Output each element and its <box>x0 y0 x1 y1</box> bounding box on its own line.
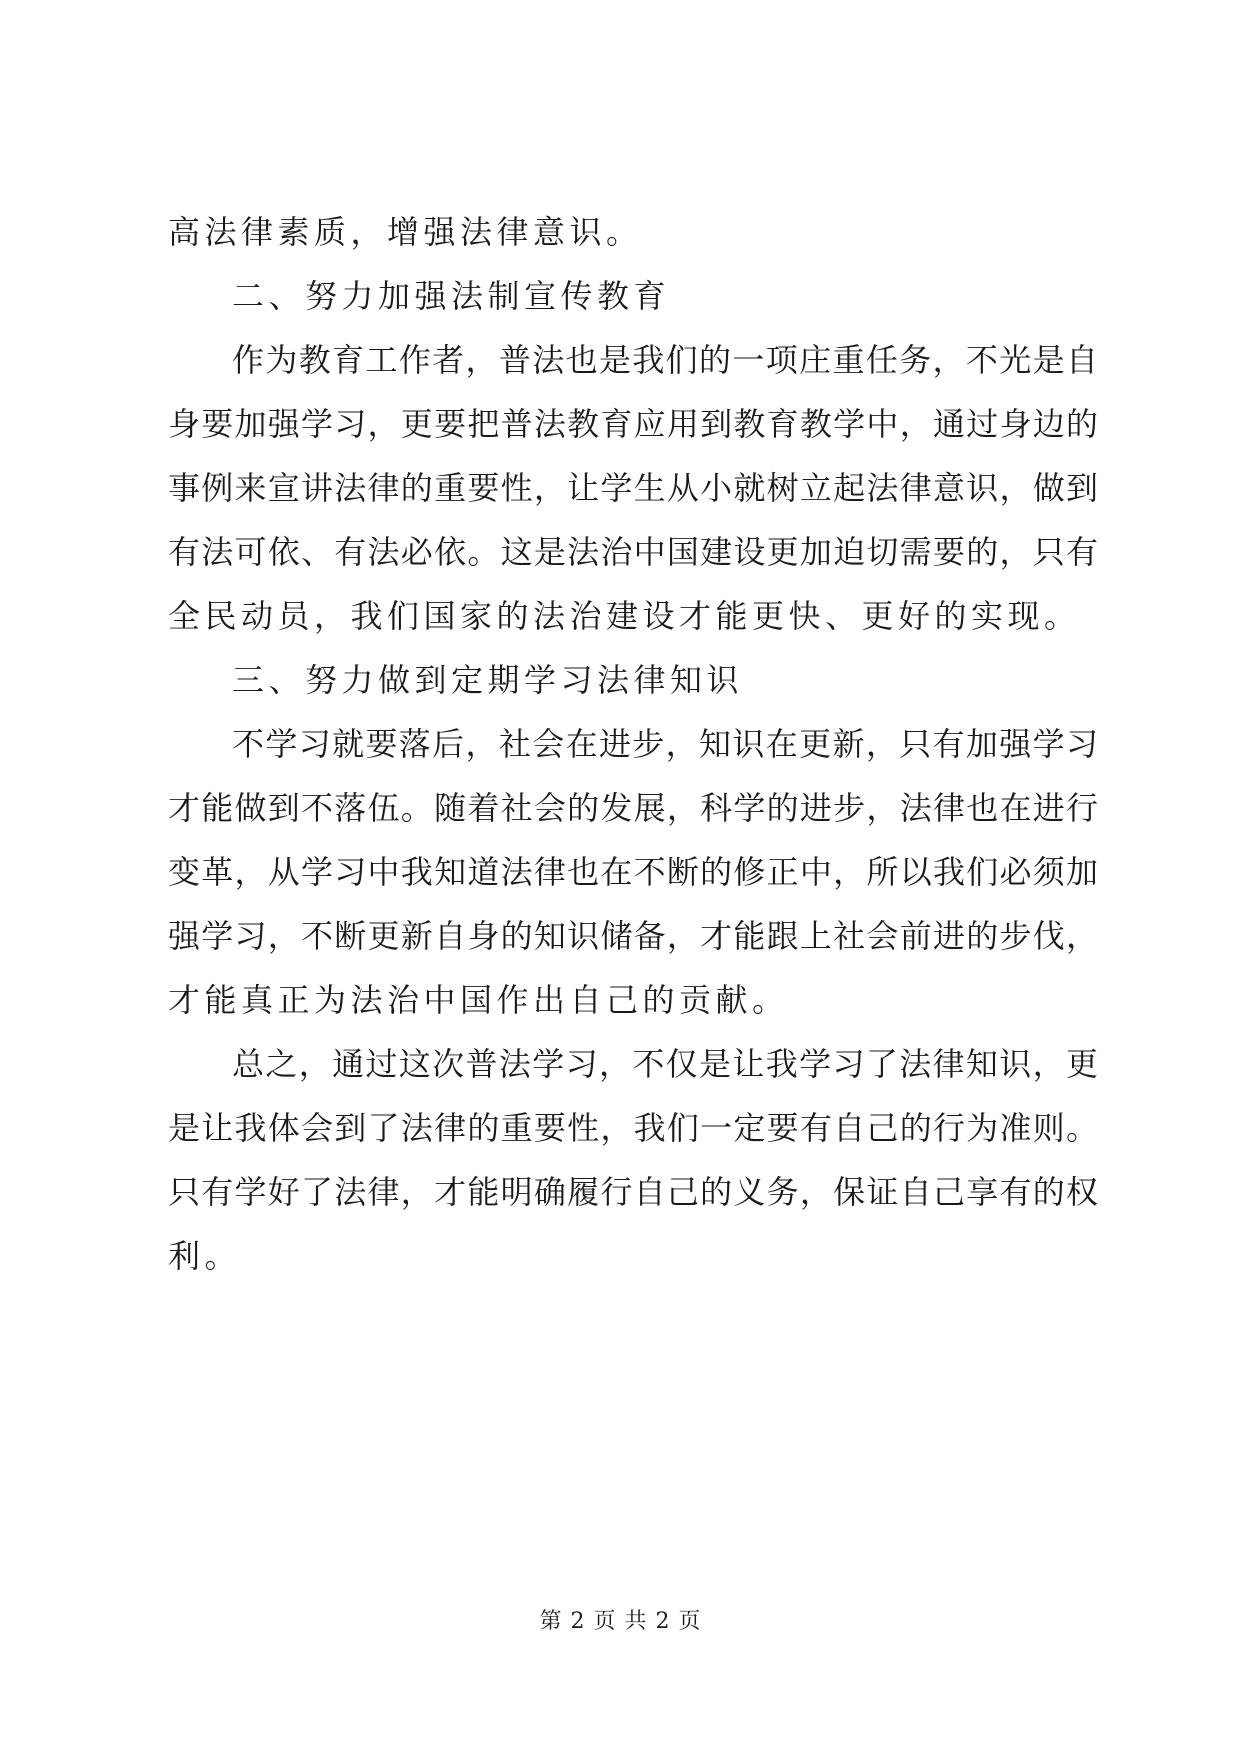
paragraph-line: 总之，通过这次普法学习，不仅是让我学习了法律知识，更 <box>232 1045 1098 1083</box>
paragraph-line: 身要加强学习，更要把普法教育应用到教育教学中，通过身边的 <box>168 405 1098 443</box>
paragraph-line: 才能真正为法治中国作出自己的贡献。 <box>168 981 789 1019</box>
paragraph-line: 利。 <box>168 1237 242 1275</box>
section-heading: 二、努力加强法制宣传教育 <box>232 277 671 315</box>
paragraph-line: 是让我体会到了法律的重要性，我们一定要有自己的行为准则。 <box>168 1109 1098 1147</box>
section-heading: 三、努力做到定期学习法律知识 <box>232 661 744 699</box>
document-body <box>168 200 1098 1288</box>
page-number-footer: 第 2 页 共 2 页 <box>539 1609 702 1634</box>
paragraph-line: 只有学好了法律，才能明确履行自己的义务，保证自己享有的权 <box>168 1173 1098 1211</box>
paragraph-line: 作为教育工作者，普法也是我们的一项庄重任务，不光是自 <box>232 341 1098 379</box>
paragraph-line: 不学习就要落后，社会在进步，知识在更新，只有加强学习 <box>232 725 1098 763</box>
paragraph-line: 强学习，不断更新自身的知识储备，才能跟上社会前进的步伐， <box>168 917 1098 955</box>
paragraph-line: 有法可依、有法必依。这是法治中国建设更加迫切需要的，只有 <box>168 533 1098 571</box>
paragraph-line: 才能做到不落伍。随着社会的发展，科学的进步，法律也在进行 <box>168 789 1098 827</box>
paragraph-line: 高法律素质，增强法律意识。 <box>168 213 643 251</box>
paragraph-line: 全民动员，我们国家的法治建设才能更快、更好的实现。 <box>168 597 1081 635</box>
paragraph-line: 事例来宣讲法律的重要性，让学生从小就树立起法律意识，做到 <box>168 469 1098 507</box>
paragraph-line: 变革，从学习中我知道法律也在不断的修正中，所以我们必须加 <box>168 853 1098 891</box>
